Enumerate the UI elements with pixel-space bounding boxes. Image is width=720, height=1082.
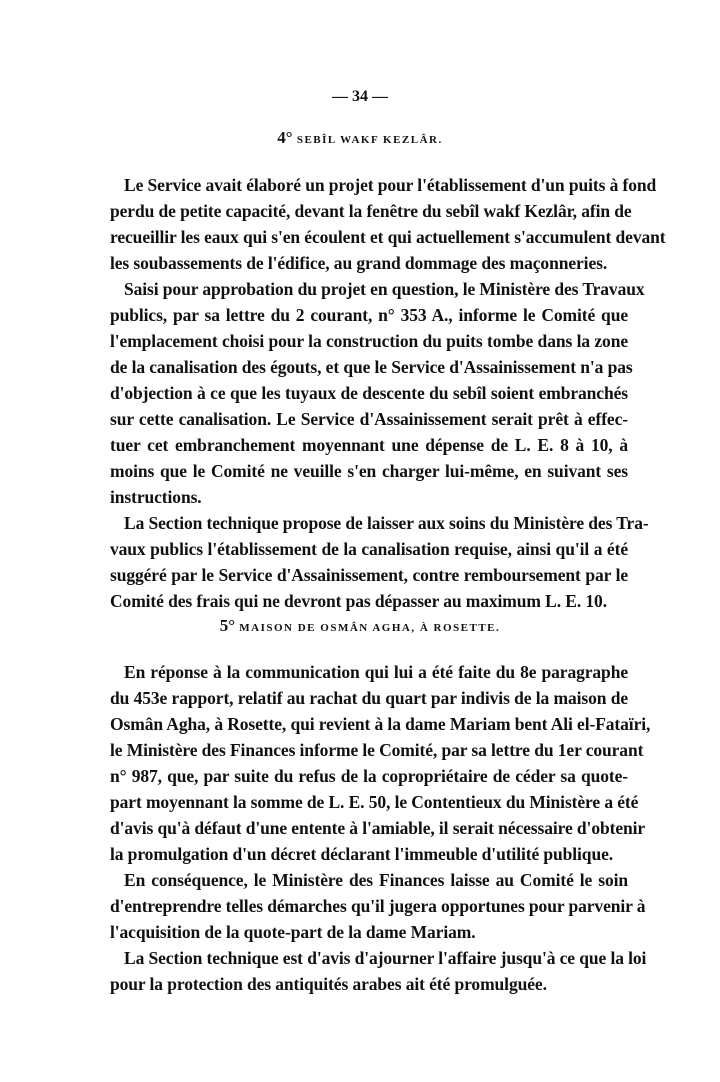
section-title: MAISON DE OSMÂN AGHA, À ROSETTE. xyxy=(239,622,501,634)
text-line: Comité des frais qui ne devront pas dépasser au maximum L. E. 10. xyxy=(110,591,607,611)
text-line: part moyennant la somme de L. E. 50, le Contentieux du Ministère a été xyxy=(110,792,639,812)
text-line: Saisi pour approbation du projet en question, le Ministère des Travaux xyxy=(124,279,645,299)
text-line: de la canalisation des égouts, et que le Service d'Assainissement n'a pas xyxy=(110,357,633,377)
text-line: recueillir les eaux qui s'en écoulent et qui actuellement s'accumulent devant xyxy=(110,227,666,247)
text-line: le Ministère des Finances informe le Comité, par sa lettre du 1er courant xyxy=(110,740,644,760)
text-line: Le Service avait élaboré un projet pour l'établissement d'un puits à fond xyxy=(124,175,657,195)
section-heading-5 xyxy=(0,616,720,636)
section-number: 4° xyxy=(277,128,293,147)
section-heading-4 xyxy=(0,128,720,148)
text-line: l'acquisition de la quote-part de la dame Mariam. xyxy=(110,922,476,942)
text-line: n° 987, que, par suite du refus de la copropriétaire de céder sa quote- xyxy=(110,766,628,786)
text-line: moins que le Comité ne veuille s'en charger lui-même, en suivant ses xyxy=(110,461,628,481)
text-line: tuer cet embranchement moyennant une dépense de L. E. 8 à 10, à xyxy=(110,435,628,455)
text-line: publics, par sa lettre du 2 courant, n° 353 A., informe le Comité que xyxy=(110,305,628,325)
text-line: Osmân Agha, à Rosette, qui revient à la dame Mariam bent Ali el-Fataïri, xyxy=(110,714,651,734)
text-line: l'emplacement choisi pour la construction du puits tombe dans la zone xyxy=(110,331,628,351)
text-line: d'objection à ce que les tuyaux de descente du sebîl soient embranchés xyxy=(110,383,628,403)
text-line: En conséquence, le Ministère des Finances laisse au Comité le soin xyxy=(124,870,628,890)
text-line: pour la protection des antiquités arabes ait été promulguée. xyxy=(110,974,547,994)
text-line: instructions. xyxy=(110,487,202,507)
text-line: d'avis qu'à défaut d'une entente à l'amiable, il serait nécessaire d'obtenir xyxy=(110,818,646,838)
text-line: En réponse à la communication qui lui a été faite du 8e paragraphe xyxy=(124,662,628,682)
text-line: du 453e rapport, relatif au rachat du quart par indivis de la maison de xyxy=(110,688,628,708)
section-title: SEBÎL WAKF KEZLÂR. xyxy=(296,134,443,146)
text-line: les soubassements de l'édifice, au grand dommage des maçonneries. xyxy=(110,253,608,273)
text-line: perdu de petite capacité, devant la fenêtre du sebîl wakf Kezlâr, afin de xyxy=(110,201,632,221)
text-line: d'entreprendre telles démarches qu'il jugera opportunes pour parvenir à xyxy=(110,896,646,916)
text-line: la promulgation d'un décret déclarant l'immeuble d'utilité publique. xyxy=(110,844,614,864)
text-line: La Section technique propose de laisser aux soins du Ministère des Tra- xyxy=(124,513,649,533)
text-line: suggéré par le Service d'Assainissement, contre remboursement par le xyxy=(110,565,628,585)
section-number: 5° xyxy=(219,616,236,635)
text-line: La Section technique est d'avis d'ajourner l'affaire jusqu'à ce que la loi xyxy=(124,948,647,968)
text-line: vaux publics l'établissement de la canalisation requise, ainsi qu'il a été xyxy=(110,539,628,559)
text-line: sur cette canalisation. Le Service d'Assainissement serait prêt à effec- xyxy=(110,409,628,429)
page-number: — 34 — xyxy=(332,88,388,105)
